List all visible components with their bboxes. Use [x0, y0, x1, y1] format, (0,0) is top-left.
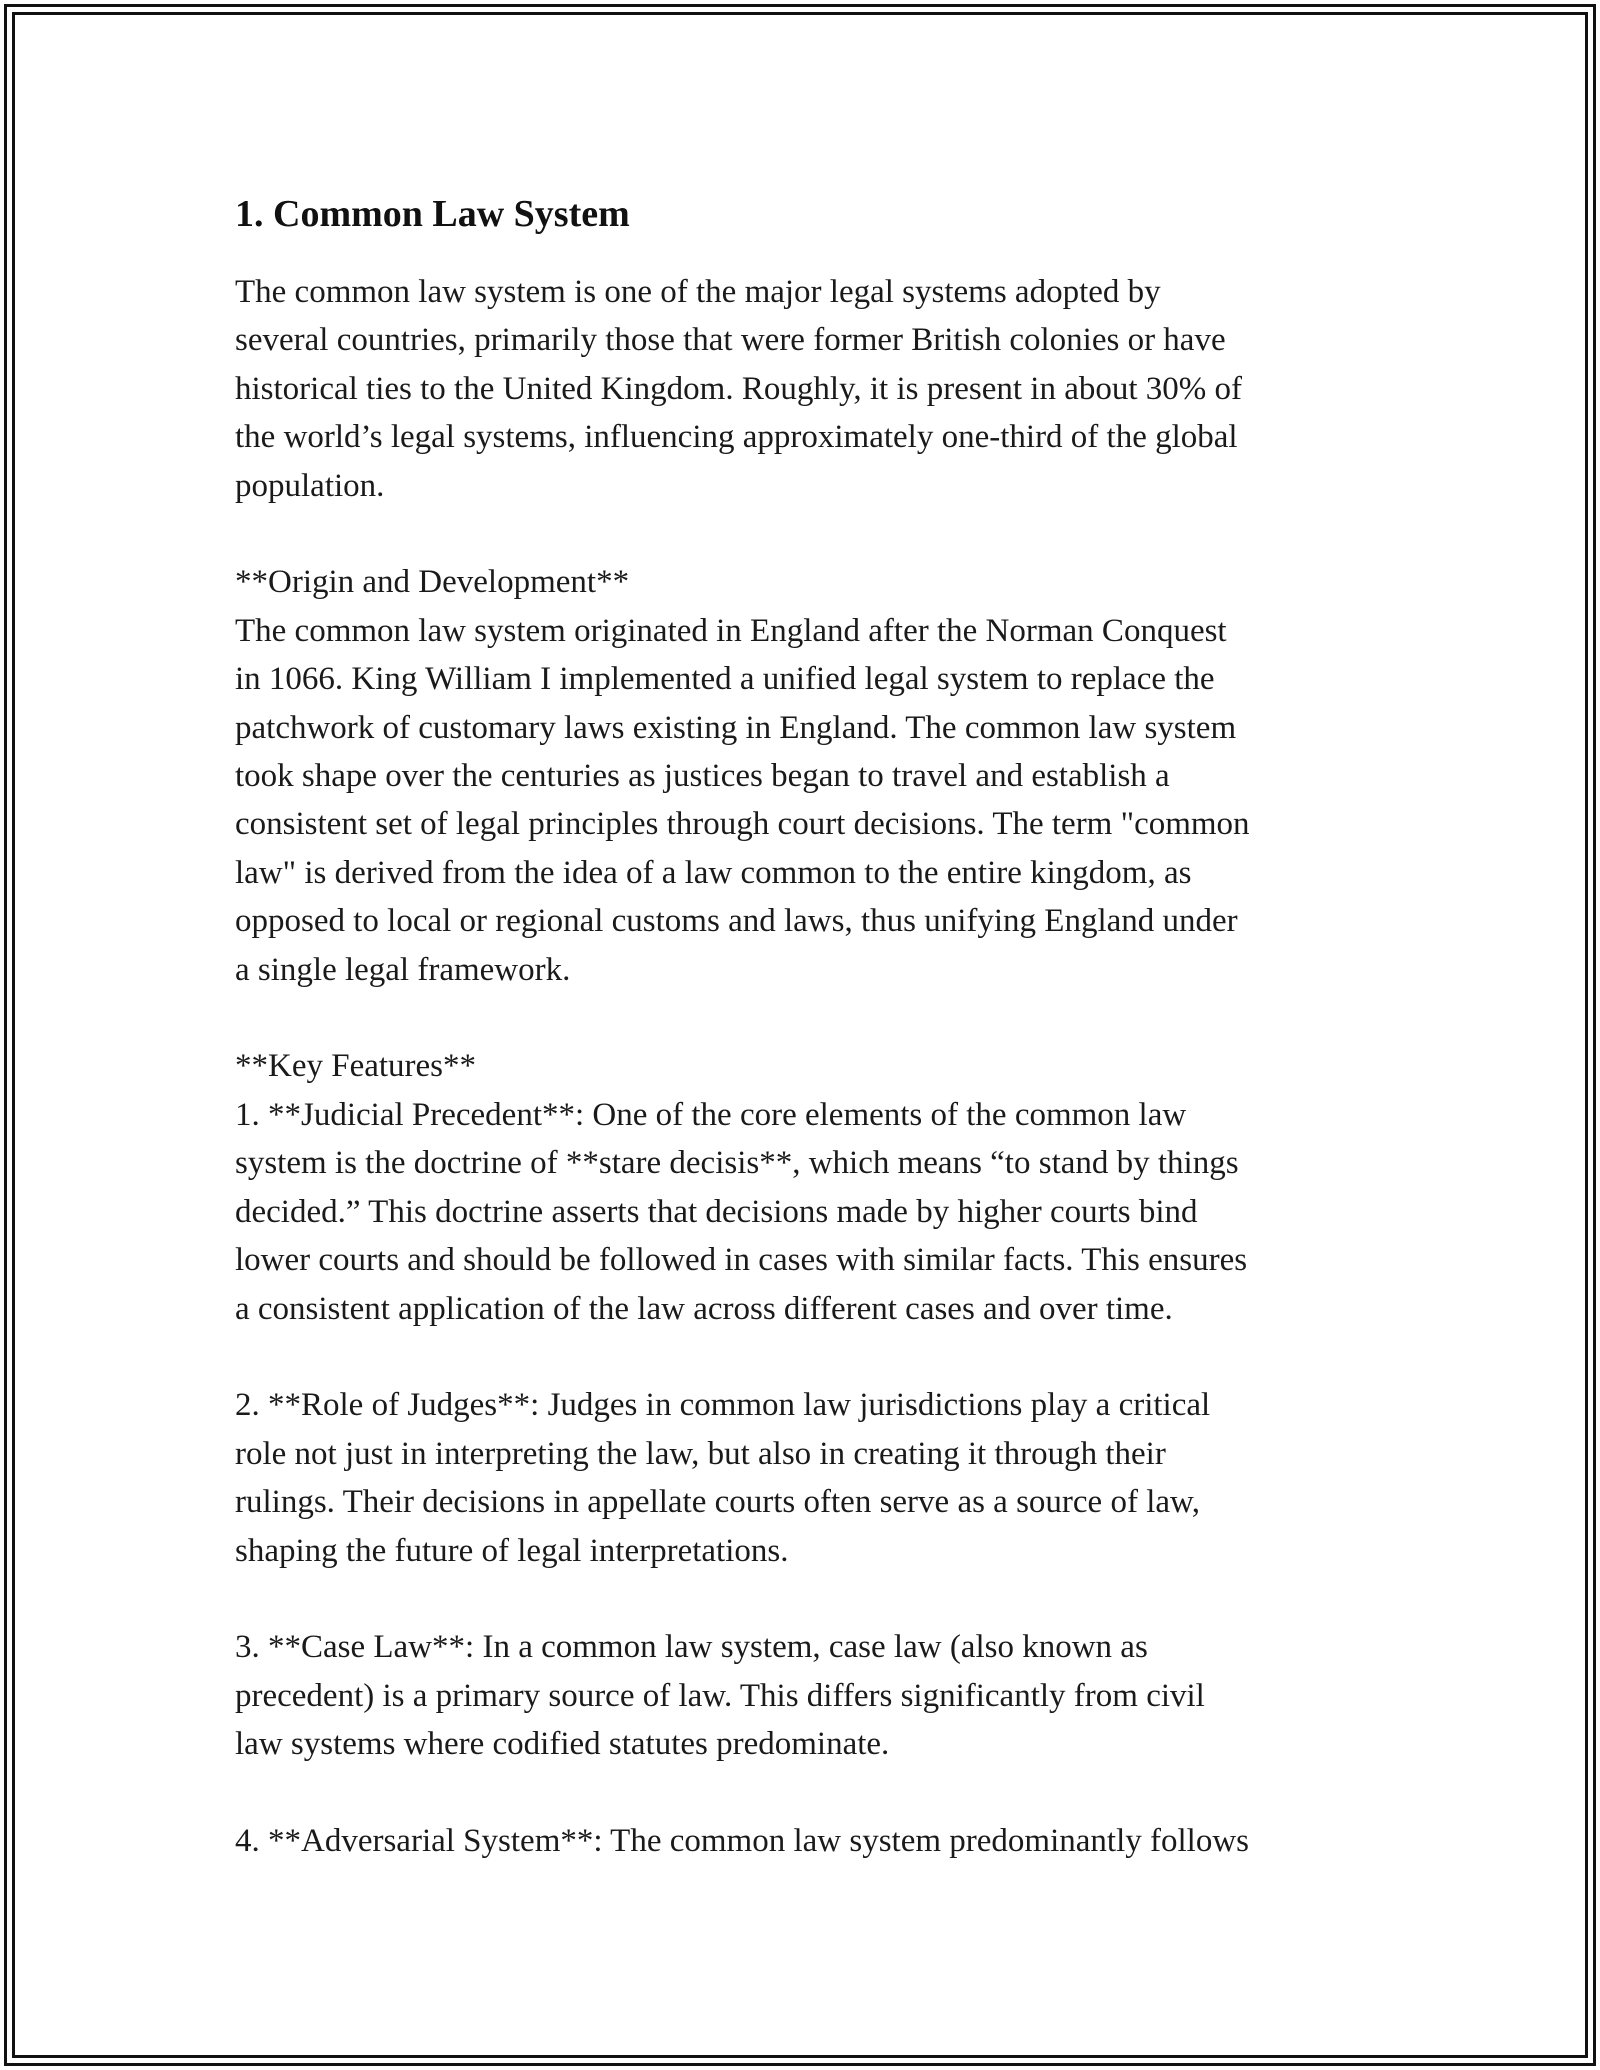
origin-development-paragraph: **Origin and Development** The common law system originated in England after the Norman Conquest in 1066. King William I implemented a unified legal system to replace the patchwork of customary laws existing in England. The common law system took shape over the centuries as justices began to travel and establish a consistent set of legal principles through court decisions. The term "common law" is derived from the idea of a law common to the entire kingdom, as opposed to local or regional customs and laws, thus unifying England under a single legal framework.: [235, 564, 1250, 988]
adversarial-system-paragraph: 4. **Adversarial System**: The common law system predominantly follows: [235, 1822, 1249, 1859]
key-features-paragraph: **Key Features** 1. **Judicial Precedent**: One of the core elements of the common law system is the doctrine of **stare decisis**, which means “to stand by things decided.” This doctrine asserts that decisions made by higher courts bind lower courts and should be followed in cases with similar facts. This ensures a consistent application of the law across different cases and over time.: [235, 1048, 1248, 1327]
paragraph-spacer: [235, 510, 1385, 558]
role-of-judges-paragraph: 2. **Role of Judges**: Judges in common law jurisdictions play a critical role not just in interpreting the law, but also in creating it through their rulings. Their decisions in appellate courts often serve as a source of law, shaping the future of legal interpretations.: [235, 1387, 1211, 1569]
intro-paragraph: The common law system is one of the major legal systems adopted by several countries, primarily those that were former British colonies or have historical ties to the United Kingdom. Roughly, it is present in about 30% of the world’s legal systems, influencing approximately one-third of the global population.: [235, 274, 1242, 504]
paragraph-spacer: [235, 1575, 1385, 1623]
document-title: 1. Common Law System: [235, 193, 630, 235]
case-law-paragraph: 3. **Case Law**: In a common law system, case law (also known as precedent) is a primary source of law. This differs significantly from civil law systems where codified statutes predominate.: [235, 1629, 1205, 1763]
paragraph-spacer: [235, 1333, 1385, 1381]
document-body: [235, 188, 1385, 1865]
paragraph-spacer: [235, 1769, 1385, 1817]
paragraph-spacer: [235, 994, 1385, 1042]
